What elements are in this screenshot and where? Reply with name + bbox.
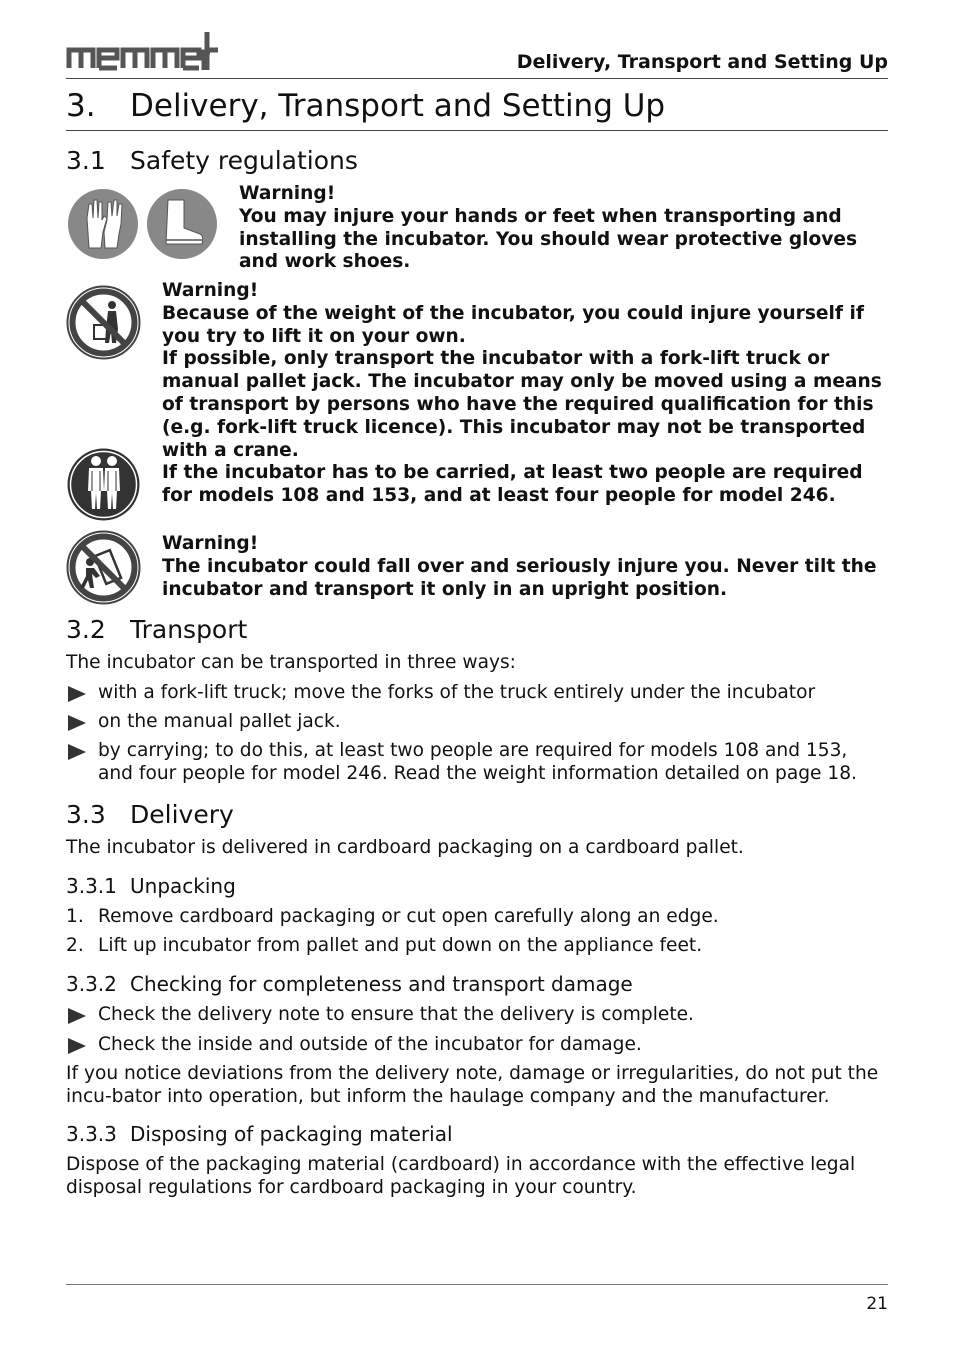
list-item (66, 1004, 888, 1027)
list-item (66, 935, 888, 958)
chapter-divider (66, 130, 888, 131)
subsection-heading-3-3-3 (66, 1122, 453, 1146)
section-title: Transport (130, 615, 248, 644)
header-divider (66, 78, 888, 79)
transport-intro: The incubator can be transported in three ways: (66, 652, 516, 673)
boots-icon (146, 188, 218, 260)
subsection-title: Unpacking (130, 874, 236, 898)
warning-text: If the incubator has to be carried, at least two people are required for models 108 and 153, and at least four people for model 246. (162, 462, 863, 507)
section-heading-3-1 (66, 146, 358, 175)
step-number: 1. (66, 906, 84, 927)
list-item-text: Lift up incubator from pallet and put down on the appliance feet. (98, 935, 703, 956)
list-item (66, 682, 888, 705)
warning-tilting (162, 533, 892, 601)
section-title: Safety regulations (130, 146, 358, 175)
section-number: 3.3 (66, 800, 106, 829)
damage-note: If you notice deviations from the delivery note, damage or irregularities, do not put the incu-bator into operation, but inform the haulage company and the manufacturer. (66, 1063, 879, 1107)
bullet-arrow-icon (68, 1038, 86, 1054)
no-lifting-alone-icon (66, 285, 141, 360)
footer-divider (66, 1284, 888, 1285)
section-number: 3.2 (66, 615, 106, 644)
no-tilting-icon (66, 530, 141, 605)
subsection-heading-3-3-1 (66, 874, 236, 898)
subsection-heading-3-3-2 (66, 972, 633, 996)
section-heading-3-2 (66, 615, 247, 644)
warning-label: Warning! (162, 533, 259, 554)
warning-text: If possible, only transport the incubator with a fork-lift truck or manual pallet jack. The incubator may only be moved using a means of transport by persons who have the required qualification for this (e.g. fork-lift truck licence). This incubator may not be transported with a crane. (162, 348, 882, 461)
list-item-text: by carrying; to do this, at least two people are required for models 108 and 153, and four people for model 246. Read the weight information detailed on page 18. (98, 740, 857, 784)
delivery-intro: The incubator is delivered in cardboard packaging on a cardboard pallet. (66, 837, 744, 858)
subsection-number: 3.3.2 (66, 972, 117, 996)
list-item-text: Check the inside and outside of the incubator for damage. (98, 1034, 642, 1055)
warning-label: Warning! (162, 280, 259, 301)
subsection-title: Disposing of packaging material (130, 1122, 453, 1146)
list-item (66, 711, 888, 734)
chapter-number: 3. (66, 88, 96, 124)
list-item-text: Remove cardboard packaging or cut open carefully along an edge. (98, 906, 719, 927)
list-item-text: with a fork-lift truck; move the forks of the truck entirely under the incubator (98, 682, 816, 703)
section-heading-3-3 (66, 800, 234, 829)
section-number: 3.1 (66, 146, 106, 175)
warning-text: The incubator could fall over and seriously injure you. Never tilt the incubator and transport it only in an upright position. (162, 555, 877, 600)
two-people-carry-icon (66, 447, 141, 522)
warning-text: You may injure your hands or feet when transporting and installing the incubator. You should wear protective gloves and work shoes. (239, 205, 858, 273)
warning-label: Warning! (239, 183, 336, 204)
bullet-arrow-icon (68, 744, 86, 760)
subsection-number: 3.3.3 (66, 1122, 117, 1146)
memmert-logo (66, 30, 218, 72)
list-item (66, 740, 888, 785)
gloves-icon (67, 188, 139, 260)
list-item (66, 906, 888, 929)
chapter-title-text: Delivery, Transport and Setting Up (130, 88, 666, 124)
warning-protective-gear (239, 183, 889, 274)
subsection-title: Checking for completeness and transport damage (130, 972, 633, 996)
chapter-title (66, 88, 665, 124)
bullet-arrow-icon (68, 715, 86, 731)
page-number: 21 (866, 1294, 888, 1314)
warning-text: Because of the weight of the incubator, you could injure yourself if you try to lift it on your own. (162, 302, 864, 347)
subsection-number: 3.3.1 (66, 874, 117, 898)
step-number: 2. (66, 935, 84, 956)
list-item-text: Check the delivery note to ensure that the delivery is complete. (98, 1004, 694, 1025)
bullet-arrow-icon (68, 1008, 86, 1024)
list-item (66, 1034, 888, 1057)
warning-weight (162, 280, 892, 508)
section-title: Delivery (130, 800, 234, 829)
disposal-text: Dispose of the packaging material (cardboard) in accordance with the effective legal disposal regulations for cardboard packaging in your country. (66, 1154, 856, 1198)
bullet-arrow-icon (68, 686, 86, 702)
running-header: Delivery, Transport and Setting Up (516, 51, 888, 73)
list-item-text: on the manual pallet jack. (98, 711, 341, 732)
